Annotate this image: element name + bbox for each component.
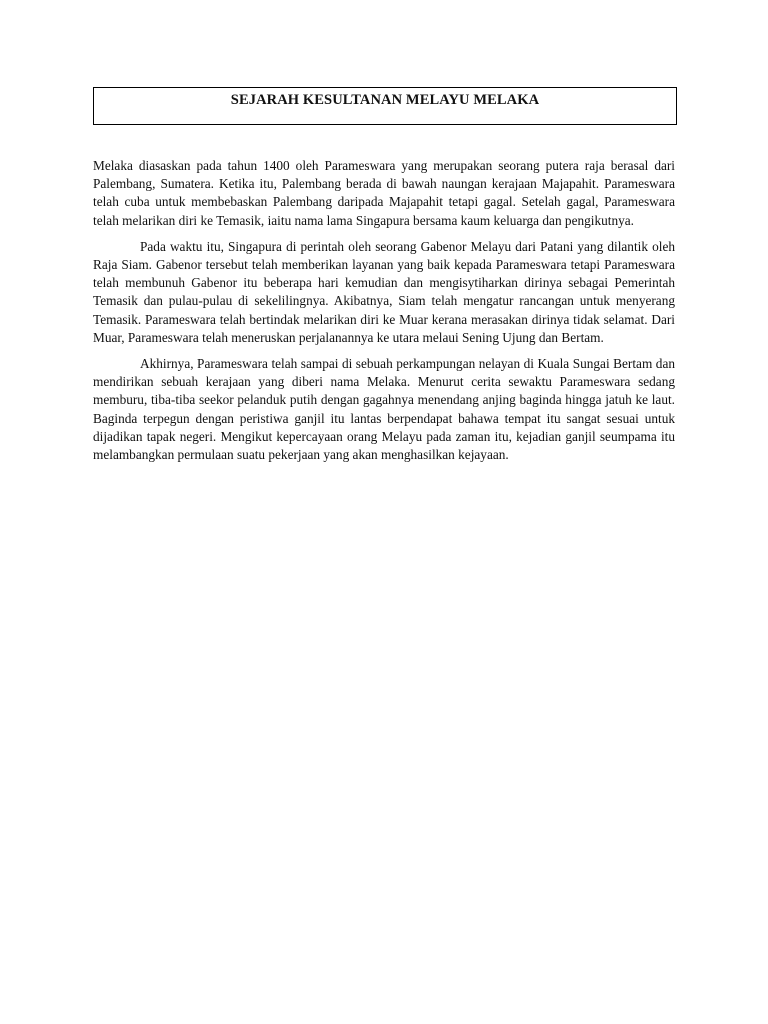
title-box [93, 87, 677, 125]
document-body [93, 157, 675, 472]
paragraph-1: Melaka diasaskan pada tahun 1400 oleh Parameswara yang merupakan seorang putera raja berasal dari Palembang, Sumatera. Ketika itu, Palembang berada di bawah naungan kerajaan Majapahit. Parameswara telah cuba untuk membebaskan Palembang daripada Majapahit tetapi gagal. Setelah gagal, Parameswara telah melarikan diri ke Temasik, iaitu nama lama Singapura bersama kaum keluarga dan pengikutnya. [93, 158, 675, 228]
paragraph-2: Pada waktu itu, Singapura di perintah oleh seorang Gabenor Melayu dari Patani yang dilantik oleh Raja Siam. Gabenor tersebut telah memberikan layanan yang baik kepada Parameswara tetapi Parameswara telah membunuh Gabenor itu beberapa hari kemudian dan mengisytiharkan dirinya sebagai Pemerintah Temasik dan pulau-pulau di sekelilingnya. Akibatnya, Siam telah mengatur rancangan untuk menyerang Temasik. Parameswara telah bertindak melarikan diri ke Muar kerana merasakan dirinya tidak selamat. Dari Muar, Parameswara telah meneruskan perjalanannya ke utara melaui Sening Ujung dan Bertam. [93, 238, 675, 345]
paragraph-3: Akhirnya, Parameswara telah sampai di sebuah perkampungan nelayan di Kuala Sungai Bertam dan mendirikan sebuah kerajaan yang diberi nama Melaka. Menurut cerita sewaktu Parameswara sedang memburu, tiba-tiba seekor pelanduk putih dengan gagahnya menendang anjing baginda hingga jatuh ke laut. Baginda terpegun dengan peristiwa ganjil itu lantas berpendapat bahawa tempat itu sangat sesuai untuk dijadikan tapak negeri. Mengikut kepercayaan orang Melayu pada zaman itu, kejadian ganjil seumpama itu melambangkan permulaan suatu pekerjaan yang akan menghasilkan kejayaan. [93, 356, 675, 463]
document-title: SEJARAH KESULTANAN MELAYU MELAKA [230, 92, 540, 108]
